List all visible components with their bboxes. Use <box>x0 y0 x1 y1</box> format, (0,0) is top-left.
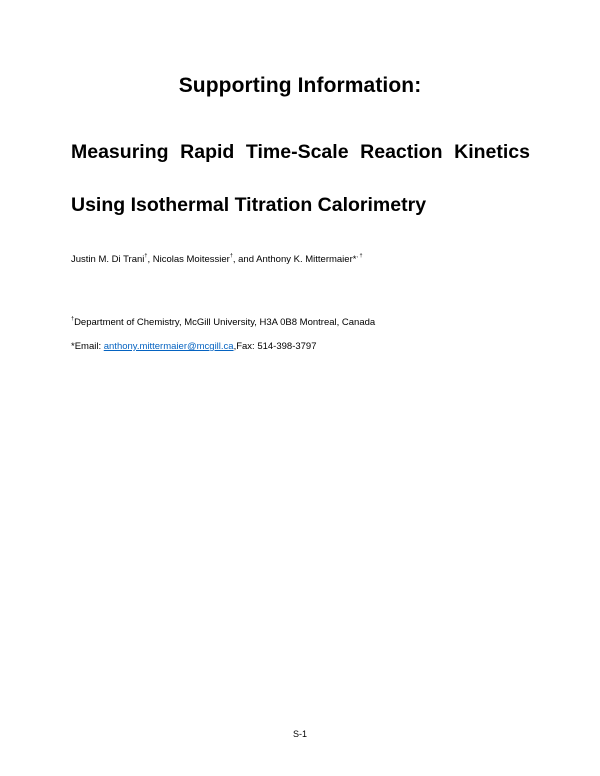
fax-text: ,Fax: 514-398-3797 <box>233 341 317 352</box>
affiliation-mark: † <box>229 253 233 259</box>
page-number: S-1 <box>292 729 307 739</box>
page-heading: Supporting Information: <box>178 74 422 97</box>
author-name: , Nicolas Moitessier <box>147 254 230 265</box>
title-line-1 <box>71 141 530 164</box>
email-link[interactable]: anthony.mittermaier@mcgill.ca <box>103 341 234 352</box>
affiliation <box>71 316 375 328</box>
author-list <box>71 253 363 265</box>
author-name: Justin M. Di Trani <box>71 254 145 265</box>
contact-line <box>71 341 317 352</box>
title-word: Kinetics <box>454 141 530 163</box>
title-word: Time-Scale <box>245 141 349 163</box>
author-name: , and Anthony K. Mittermaier* <box>232 254 357 265</box>
affiliation-mark: † <box>144 253 148 259</box>
affiliation-mark: , † <box>356 253 363 259</box>
affiliation-mark: † <box>71 316 75 322</box>
title-word: Rapid <box>180 141 235 163</box>
title-word: Reaction <box>360 141 443 163</box>
title-line-2: Using Isothermal Titration Calorimetry <box>71 194 427 216</box>
title-word: Measuring <box>71 141 169 163</box>
affiliation-text: Department of Chemistry, McGill University, H3A 0B8 Montreal, Canada <box>74 317 376 328</box>
email-label: *Email: <box>71 341 104 352</box>
